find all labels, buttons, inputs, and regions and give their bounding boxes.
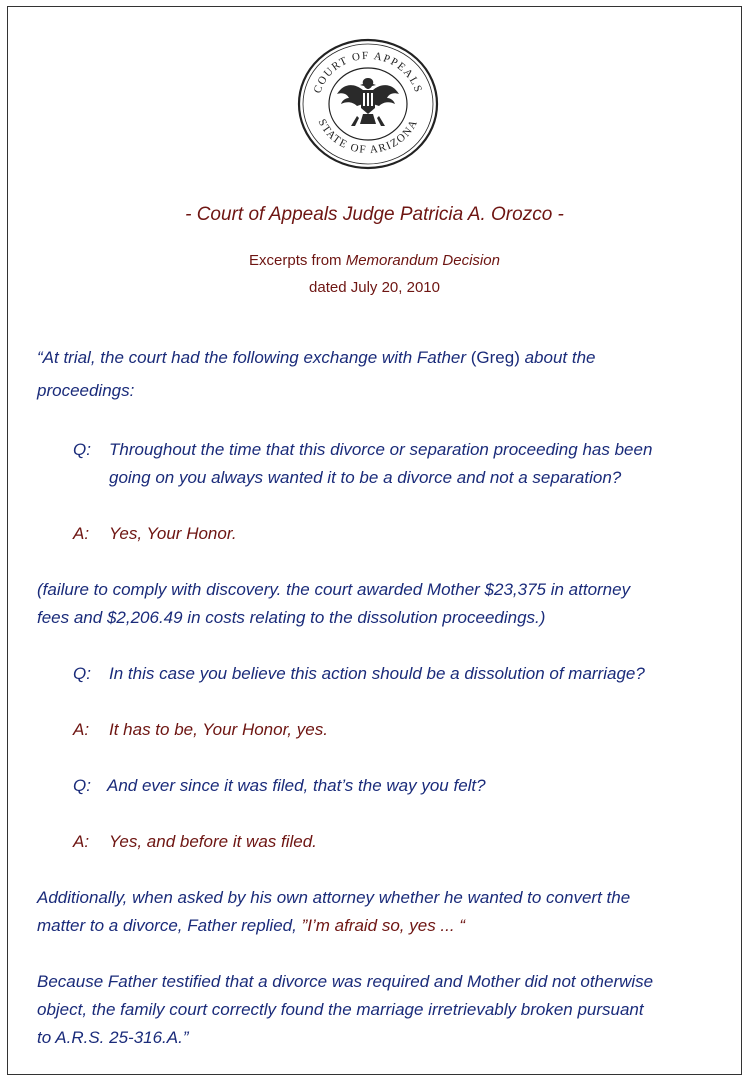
q-text: And ever since it was filed, that’s the way you felt?: [107, 776, 486, 795]
additional-prefix: matter to a divorce, Father replied,: [37, 916, 302, 935]
page-title: - Court of Appeals Judge Patricia A. Orozco -: [185, 204, 564, 225]
conclusion-line-2: object, the family court correctly found the marriage irretrievably broken pursuant: [37, 1000, 644, 1019]
q-label: Q:: [73, 440, 91, 459]
answer-3: [73, 832, 673, 854]
answer-1: [73, 524, 673, 546]
a-label: A:: [73, 720, 90, 739]
intro-line-2: proceedings:: [37, 381, 135, 400]
question-2: [73, 664, 713, 686]
conclusion-line-1: Because Father testified that a divorce was required and Mother did not otherwise: [37, 972, 654, 991]
q-text: In this case you believe this action should be a dissolution of marriage?: [109, 664, 645, 683]
excerpt-prefix: Excerpts from: [249, 252, 346, 269]
father-quote: ”I’m afraid so, yes ... “: [301, 916, 465, 935]
question-3: [73, 776, 673, 798]
a-text: It has to be, Your Honor, yes.: [109, 720, 328, 739]
seal-bottom-text: STATE OF ARIZONA: [315, 117, 421, 157]
question-1: [73, 440, 713, 490]
intro-line-1: [37, 348, 595, 368]
a-label: A:: [73, 832, 90, 851]
additional-line-2: [37, 916, 465, 936]
decision-date: dated July 20, 2010: [309, 279, 440, 296]
q-line-2: going on you always wanted it to be a divorce and not a separation?: [109, 468, 622, 487]
answer-2: [73, 720, 673, 742]
seal-top-text: COURT OF APPEALS: [311, 49, 425, 95]
q-label: Q:: [73, 776, 91, 795]
a-label: A:: [73, 524, 90, 543]
note-line-2: fees and $2,206.49 in costs relating to the dissolution proceedings.): [37, 608, 546, 627]
a-text: Yes, Your Honor.: [109, 524, 237, 543]
conclusion-line-3: to A.R.S. 25-316.A.”: [37, 1028, 189, 1047]
q-label: Q:: [73, 664, 91, 683]
intro-part-2: about the: [524, 348, 596, 367]
q-line-1: Throughout the time that this divorce or separation proceeding has been: [109, 440, 653, 459]
intro-name: (Greg): [466, 348, 525, 367]
a-text: Yes, and before it was filed.: [109, 832, 317, 851]
intro-part-1: “At trial, the court had the following exchange with Father: [37, 348, 467, 367]
additional-line-1: Additionally, when asked by his own attorney whether he wanted to convert the: [37, 888, 631, 907]
excerpt-line: [0, 252, 749, 269]
excerpt-document: Memorandum Decision: [345, 252, 500, 269]
court-seal-icon: [297, 38, 439, 170]
note-line-1: (failure to comply with discovery. the court awarded Mother $23,375 in attorney: [37, 580, 631, 599]
